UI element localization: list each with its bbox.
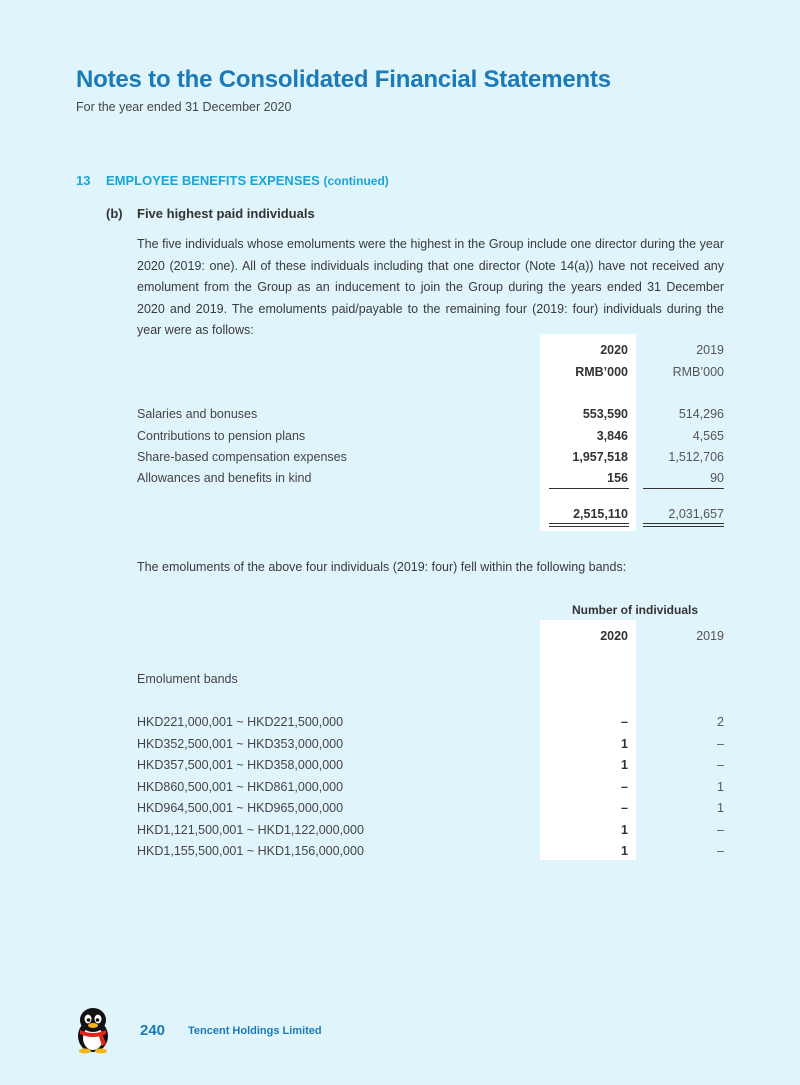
table1-row-value-2020: 553,590: [582, 407, 628, 421]
section-number: 13: [76, 173, 91, 188]
table2-row-label: HKD1,155,500,001 ~ HKD1,156,000,000: [137, 844, 364, 858]
penguin-mascot-icon: [72, 1006, 114, 1059]
table2-row-value-2019: –: [717, 758, 724, 772]
total-double-rule-2019: [643, 526, 724, 527]
table2-row-value-2019: 1: [717, 780, 724, 794]
company-name: Tencent Holdings Limited: [188, 1025, 322, 1037]
table2-row-label: HKD357,500,001 ~ HKD358,000,000: [137, 758, 344, 772]
table1-total-2019: 2,031,657: [668, 507, 724, 521]
table1-row-label: Contributions to pension plans: [137, 429, 306, 443]
subsection-heading: [106, 206, 315, 221]
subtotal-rule-2020: [549, 488, 629, 489]
subsection-title: Five highest paid individuals: [137, 206, 315, 221]
table2-header-2020: 2020: [600, 629, 628, 643]
total-double-rule-2020: [549, 526, 629, 527]
section-heading: [76, 173, 389, 188]
table2-row-value-2019: 1: [717, 801, 724, 815]
table2-row-value-2019: –: [717, 737, 724, 751]
table2-row-label: HKD1,121,500,001 ~ HKD1,122,000,000: [137, 823, 364, 837]
section-continued: (continued): [323, 174, 389, 188]
table2-group-label: Emolument bands: [137, 672, 238, 686]
table2-row-value-2020: –: [621, 715, 628, 729]
table2-row-value-2019: –: [717, 844, 724, 858]
subtotal-rule-2019: [643, 488, 724, 489]
table2-row-value-2020: 1: [621, 823, 628, 837]
table2-row-label: HKD221,000,001 ~ HKD221,500,000: [137, 715, 344, 729]
intro-paragraph: The five individuals whose emoluments were the highest in the Group include one director during the year 2020 (2019: one). All of these individuals including that one director (Note 14(a)) have not received any emolument from the Group as an inducement to join the Group during the years ended 31 December 2020 and 2019. The emoluments paid/payable to the remaining four (2019: four) individuals during the year were as follows:: [137, 237, 724, 337]
table2-row-value-2020: 1: [621, 844, 628, 858]
section-title: EMPLOYEE BENEFITS EXPENSES: [106, 173, 320, 188]
table2-row-value-2020: 1: [621, 758, 628, 772]
table1-row-label: Allowances and benefits in kind: [137, 471, 312, 485]
table2-row-label: HKD964,500,001 ~ HKD965,000,000: [137, 801, 344, 815]
table1-row-value-2020: 3,846: [596, 429, 628, 443]
table1-row-value-2019: 1,512,706: [668, 450, 724, 464]
table2-row-value-2019: 2: [717, 715, 724, 729]
table2-group-header: Number of individuals: [571, 603, 698, 617]
table1-row-label: Salaries and bonuses: [137, 407, 258, 421]
table1-row-label: Share-based compensation expenses: [137, 450, 347, 464]
table2-row-value-2019: –: [717, 823, 724, 837]
total-double-rule-2020: [549, 523, 629, 524]
table2-row-value-2020: –: [621, 801, 628, 815]
table1-row-value-2020: 1,957,518: [572, 450, 628, 464]
table1-row-value-2019: 4,565: [692, 429, 724, 443]
total-double-rule-2019: [643, 523, 724, 524]
table2-row-label: HKD860,500,001 ~ HKD861,000,000: [137, 780, 344, 794]
table2-row-value-2020: –: [621, 780, 628, 794]
table1-row-value-2020: 156: [607, 471, 628, 485]
table1-unit-2019: RMB’000: [672, 365, 724, 379]
subsection-label: (b): [106, 206, 123, 221]
page-title: Notes to the Consolidated Financial Statements: [76, 66, 611, 93]
page-number: 240: [140, 1022, 166, 1039]
table1-total-2020: 2,515,110: [573, 507, 628, 521]
table1-row-value-2019: 514,296: [678, 407, 724, 421]
table2-header-2019: 2019: [696, 629, 724, 643]
table1-row-value-2019: 90: [710, 471, 724, 485]
page-subtitle: For the year ended 31 December 2020: [76, 100, 292, 114]
table1-header-2020: 2020: [600, 343, 628, 357]
table1-unit-2020: RMB’000: [575, 365, 628, 379]
table2-row-label: HKD352,500,001 ~ HKD353,000,000: [137, 737, 344, 751]
table1-header-2019: 2019: [696, 343, 724, 357]
bands-paragraph: The emoluments of the above four individuals (2019: four) fell within the following bands:: [137, 560, 627, 574]
table2-row-value-2020: 1: [621, 737, 628, 751]
